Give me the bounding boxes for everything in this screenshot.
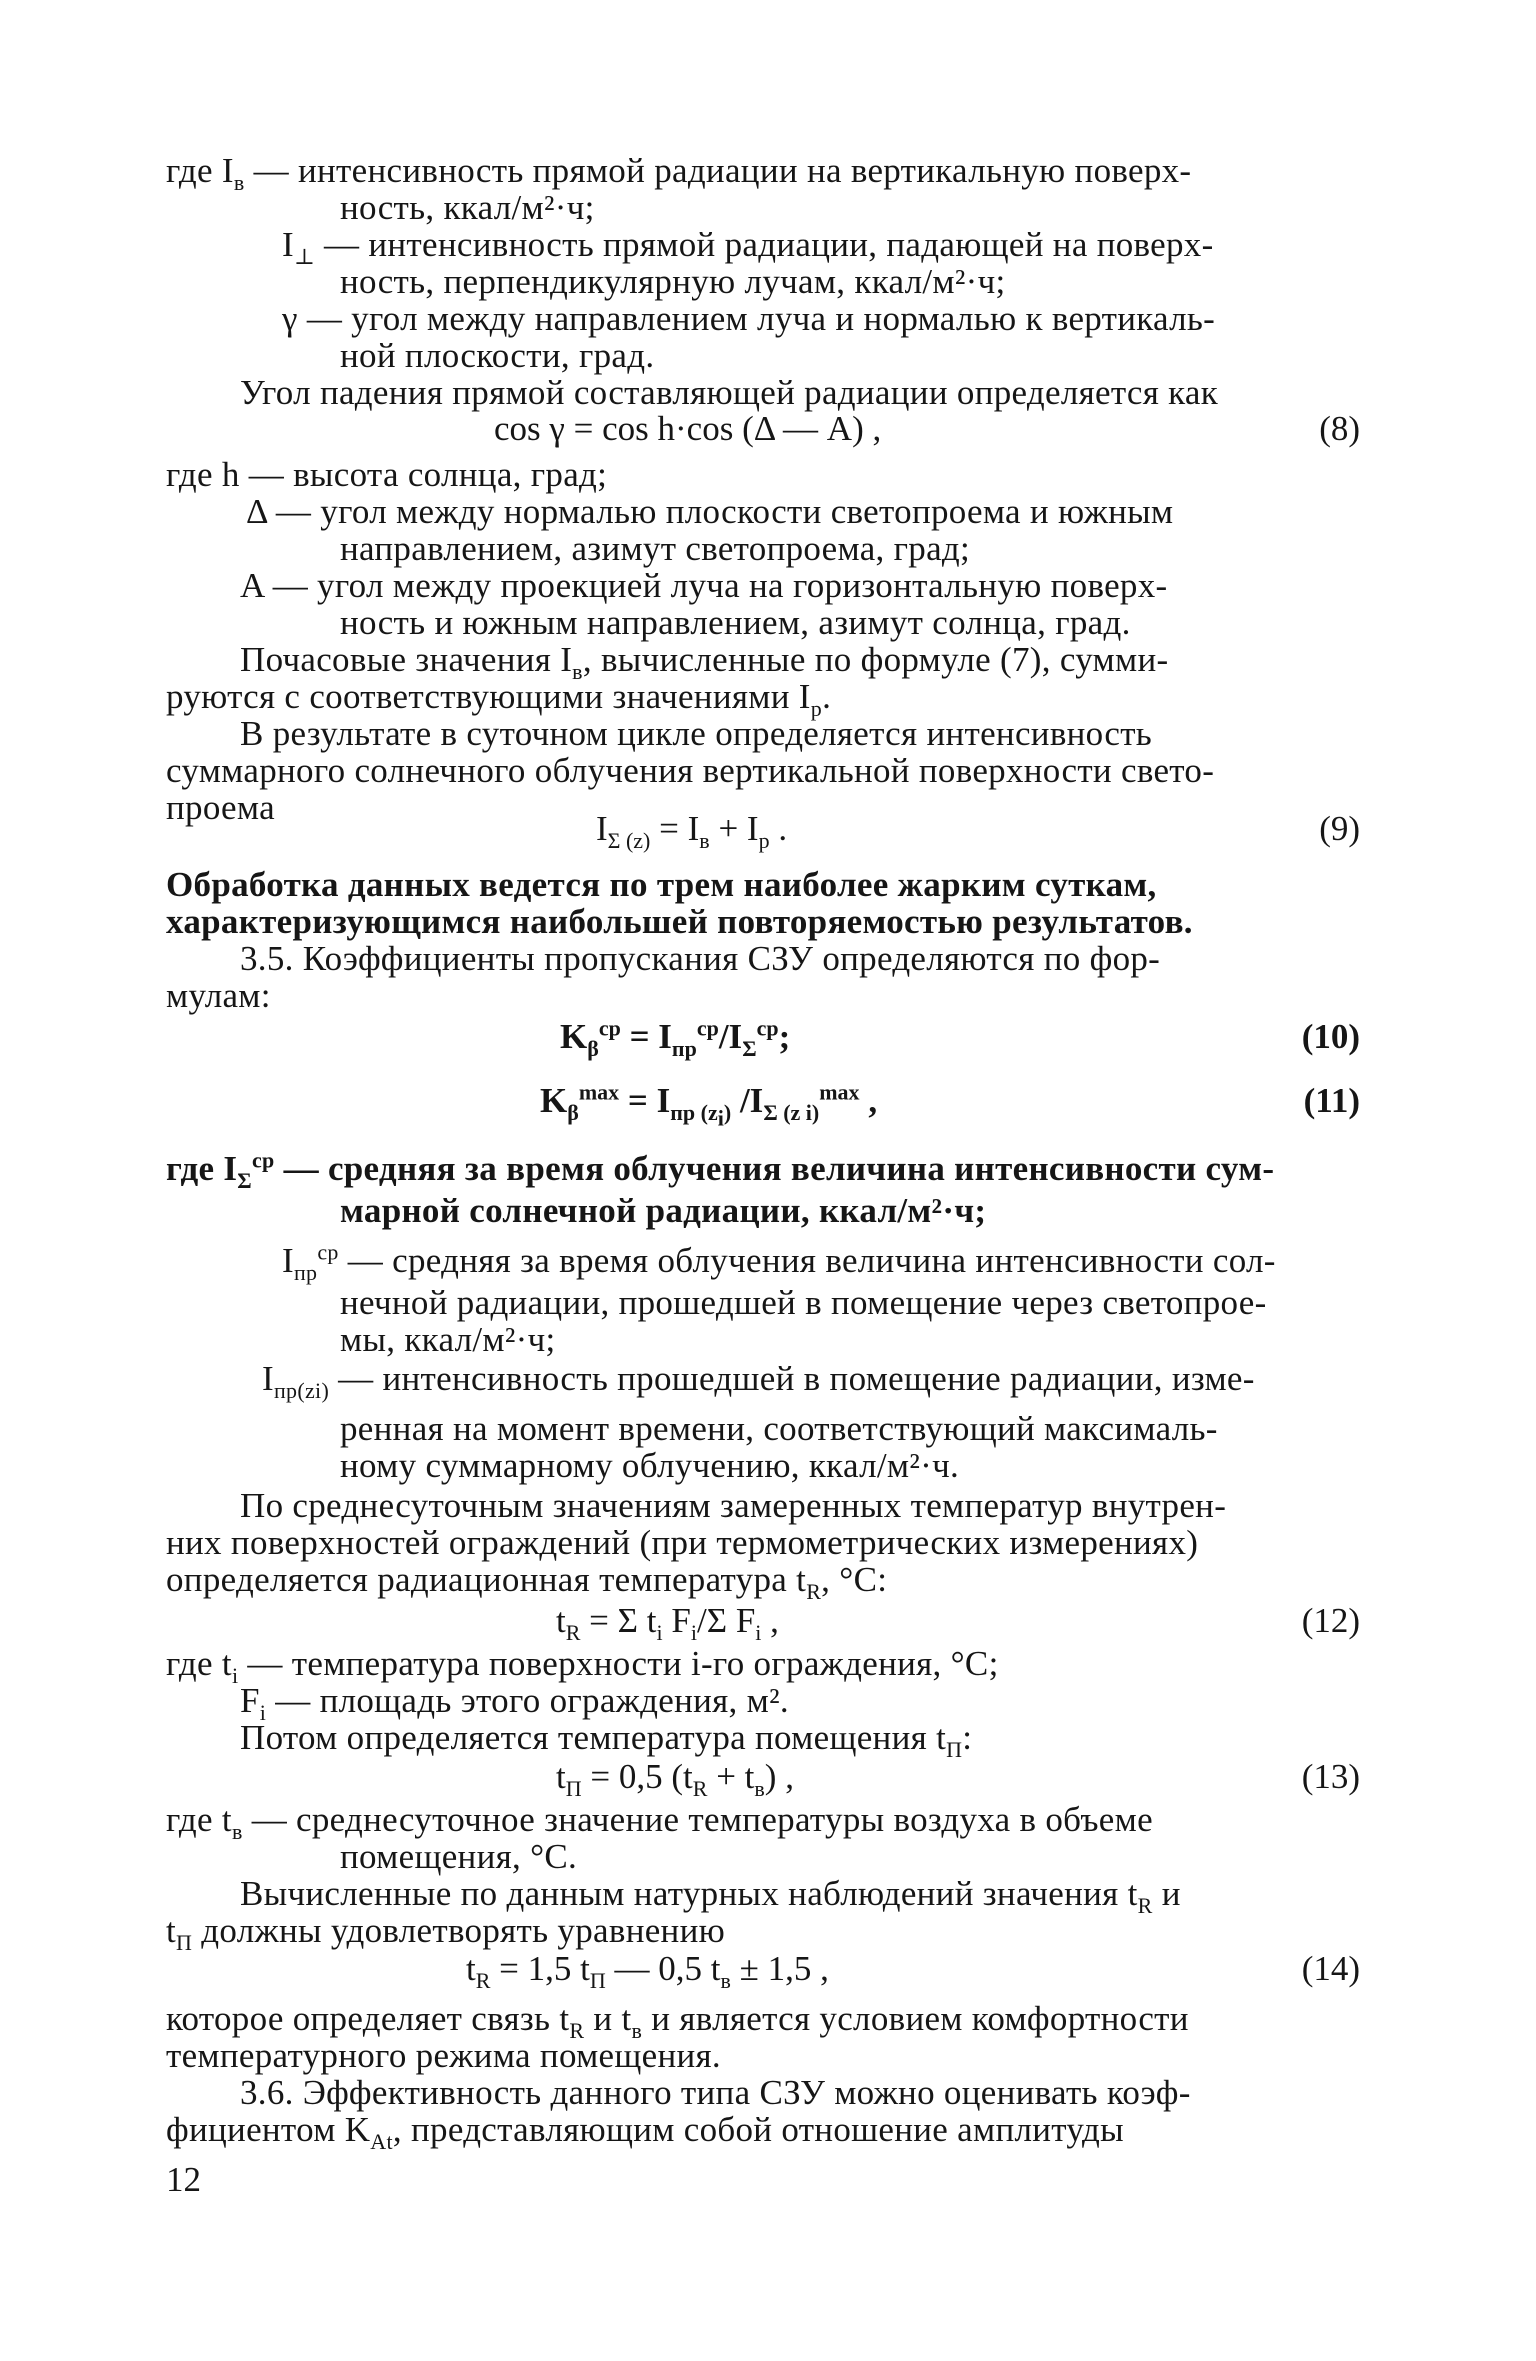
equation-number: (13) (1301, 1757, 1360, 1796)
equation-8: cos γ = cos h·cos (Δ — A) , (494, 409, 882, 448)
equation-13: $t_П = 0,5$ $(t_R + t_в)$ , (556, 1757, 794, 1801)
text-line: Δ — угол между нормалью плоскости светопроема и южным (246, 492, 1174, 531)
text-line: $t_П$ должны удовлетворять уравнению (166, 1911, 726, 1955)
text-line: где $I_\Sigma^{ср}$ — средняя за время облучения величина интенсивности сум- (166, 1147, 1275, 1193)
text-line: 3.5. Коэффициенты пропускания СЗУ определяются по фор- (240, 939, 1161, 978)
text-line: ной плоскости, град. (340, 336, 655, 375)
equation-12: $t_R = \Sigma$ $t_i$ $F_i/\Sigma$ $F_i$ , (556, 1601, 779, 1645)
text-line: ность, перпендикулярную лучам, ккал/м²·ч; (340, 262, 1006, 301)
text-line: ному суммарному облучению, ккал/м²·ч. (340, 1446, 960, 1485)
text-line: A — угол между проекцией луча на горизонтальную поверх- (240, 566, 1168, 605)
equation-9: $I_{\Sigma (z)} = I_в + I_р$ . (596, 809, 788, 853)
text-line: марной солнечной радиации, ккал/м²·ч; (340, 1191, 987, 1230)
text-line: определяется радиационная температура $t_R$, °C: (166, 1560, 888, 1604)
equation-number: (14) (1301, 1949, 1360, 1988)
text-line: мы, ккал/м²·ч; (340, 1320, 556, 1359)
text-line: них поверхностей ограждений (при термометрических измерениях) (166, 1523, 1199, 1562)
text-line: В результате в суточном цикле определяется интенсивность (240, 714, 1153, 753)
text-line: Обработка данных ведется по трем наиболее жарким суткам, (166, 865, 1157, 904)
text-line: которое определяет связь $t_R$ и $t_в$ и является условием комфортности (166, 1999, 1189, 2043)
text-line: γ — угол между направлением луча и нормалью к вертикаль- (282, 299, 1216, 338)
equation-number: (8) (1319, 409, 1360, 448)
equation-11: $K_\beta^{max} = I_{пр (z_i)}$ $/I_{\Sigma (z i)}^{max}$ , (540, 1079, 878, 1131)
text-line: Почасовые значения $I_в$, вычисленные по формуле (7), сумми- (240, 640, 1169, 684)
text-line: ность и южным направлением, азимут солнца, град. (340, 603, 1131, 642)
page-number: 12 (166, 2160, 201, 2199)
text-line: где $I_в$ — интенсивность прямой радиации на вертикальную поверх- (166, 151, 1192, 195)
text-line: $I_{пр}^{ср}$ — средняя за время облучения величина интенсивности сол- (282, 1239, 1276, 1285)
equation-number: (9) (1319, 809, 1360, 848)
text-line: где $t_в$ — среднесуточное значение температуры воздуха в объеме (166, 1800, 1153, 1844)
text-line: характеризующимся наибольшей повторяемостью результатов. (166, 902, 1193, 941)
text-line: направлением, азимут светопроема, град; (340, 529, 971, 568)
equation-number: (12) (1301, 1601, 1360, 1640)
equation-number: (11) (1303, 1081, 1360, 1120)
text-line: Угол падения прямой составляющей радиации определяется как (240, 373, 1219, 412)
text-line: По среднесуточным значениям замеренных температур внутрен- (240, 1486, 1227, 1525)
text-line: нечной радиации, прошедшей в помещение через светопрое- (340, 1283, 1267, 1322)
equation-10: $K_\beta^{ср} = I_{пр}^{ср}/I_\Sigma^{ср}$; (560, 1015, 791, 1061)
text-line: температурного режима помещения. (166, 2036, 721, 2075)
text-line: $I_{пр(zi)}$ — интенсивность прошедшей в помещение радиации, изме- (262, 1359, 1255, 1403)
text-line: где $t_i$ — температура поверхности i-го ограждения, °C; (166, 1644, 999, 1688)
text-line: проема (166, 788, 275, 827)
text-line: 3.6. Эффективность данного типа СЗУ можно оценивать коэф- (240, 2073, 1191, 2112)
text-line: Вычисленные по данным натурных наблюдений значения $t_R$ и (240, 1874, 1181, 1918)
text-line: помещения, °C. (340, 1837, 578, 1876)
equation-number: (10) (1301, 1017, 1360, 1056)
text-line: руются с соответствующими значениями $I_р$. (166, 677, 832, 721)
text-line: мулам: (166, 976, 271, 1015)
equation-14: $t_R = 1,5$ $t_П$ — 0,5 $t_в \pm 1,5$ , (466, 1949, 829, 1993)
text-line: $I_\perp$ — интенсивность прямой радиации, падающей на поверх- (282, 225, 1214, 269)
text-line: фициентом $K_{At}$, представляющим собой отношение амплитуды (166, 2110, 1124, 2154)
text-line: суммарного солнечного облучения вертикальной поверхности свето- (166, 751, 1215, 790)
text-line: где h — высота солнца, град; (166, 455, 608, 494)
text-line: $F_i$ — площадь этого ограждения, м². (240, 1681, 789, 1725)
text-line: Потом определяется температура помещения $t_П$: (240, 1718, 973, 1762)
text-line: ренная на момент времени, соответствующий максималь- (340, 1409, 1218, 1448)
text-line: ность, ккал/м²·ч; (340, 188, 595, 227)
